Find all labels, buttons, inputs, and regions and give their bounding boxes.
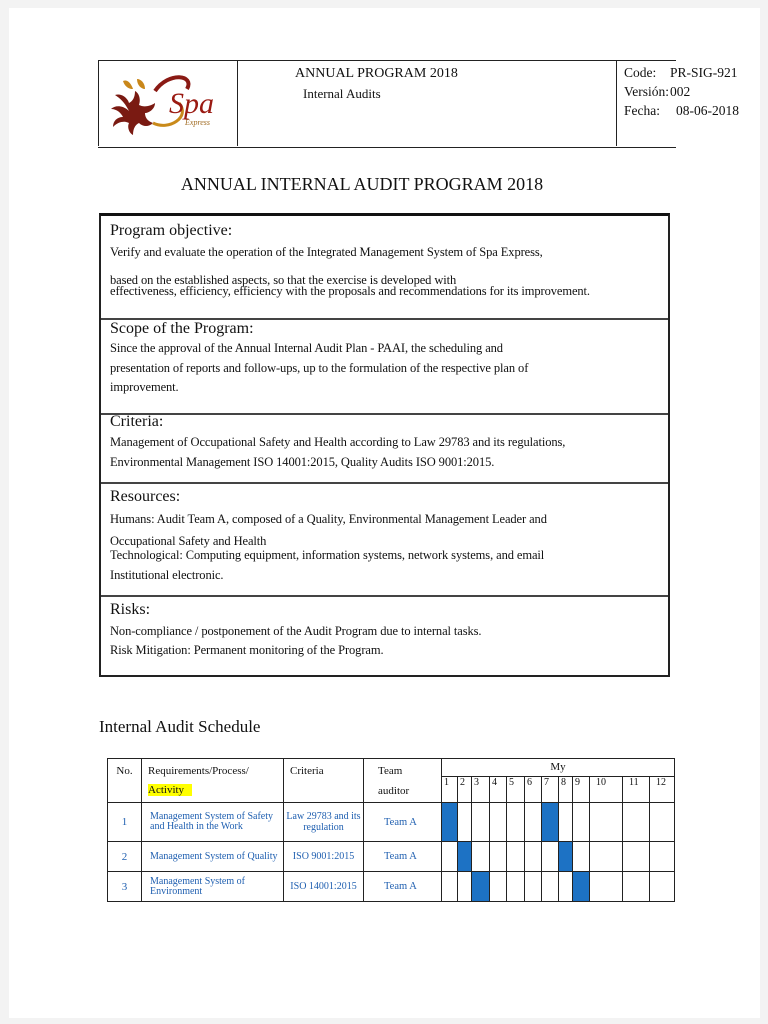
gantt-cell	[525, 803, 542, 842]
code-label: Code:	[624, 65, 657, 80]
section-line: Verify and evaluate the operation of the Integrated Management System of Spa Express,	[110, 245, 543, 259]
header-subtitle: Internal Audits	[303, 86, 381, 101]
row-number: 3	[108, 872, 142, 902]
row-team: Team A	[364, 803, 442, 842]
row-criteria: Law 29783 and its regulation	[284, 803, 364, 842]
row-requirement: Management System of Environment	[142, 872, 284, 902]
date-row	[624, 103, 739, 119]
section-line: Risk Mitigation: Permanent monitoring of the Program.	[110, 643, 384, 657]
gantt-cell	[472, 842, 490, 872]
section-scope	[101, 318, 668, 415]
gantt-cell	[458, 872, 472, 902]
col-header-team-label: Team	[378, 765, 403, 777]
month-number: 10	[590, 777, 623, 803]
section-heading: Resources:	[110, 488, 181, 505]
header-title: ANNUAL PROGRAM 2018	[295, 66, 458, 81]
audit-schedule-table	[107, 758, 675, 902]
section-line: Environmental Management ISO 14001:2015, Quality Audits ISO 9001:2015.	[110, 455, 495, 469]
month-number: 6	[525, 777, 542, 803]
row-requirement: Management System of Safety and Health in the Work	[142, 803, 284, 842]
gantt-cell-filled	[573, 872, 590, 902]
section-line: Institutional electronic.	[110, 568, 224, 582]
gantt-cell	[458, 803, 472, 842]
gantt-cell	[442, 872, 458, 902]
section-objective	[101, 216, 668, 320]
row-criteria: ISO 9001:2015	[284, 842, 364, 872]
svg-text:Spa: Spa	[169, 87, 214, 120]
gantt-cell-filled	[458, 842, 472, 872]
svg-text:Express: Express	[185, 118, 211, 127]
code-value: PR-SIG-921	[670, 65, 738, 80]
col-header-team	[364, 759, 442, 803]
section-risks	[101, 595, 668, 677]
version-value: 002	[670, 84, 691, 99]
program-box	[99, 213, 670, 677]
gantt-cell	[542, 872, 559, 902]
gantt-cell	[542, 842, 559, 872]
col-header-activity-label: Activity	[148, 784, 192, 796]
version-label: Versión:	[624, 84, 669, 99]
gantt-cell	[650, 803, 675, 842]
month-number: 7	[542, 777, 559, 803]
col-header-no: No.	[108, 759, 142, 803]
gantt-cell	[559, 803, 573, 842]
col-header-criteria: Criteria	[284, 759, 364, 803]
month-number: 8	[559, 777, 573, 803]
page-title: ANNUAL INTERNAL AUDIT PROGRAM 2018	[180, 174, 544, 194]
section-heading: Program objective:	[110, 222, 233, 239]
gantt-cell	[559, 872, 573, 902]
date-value: 08-06-2018	[676, 103, 739, 118]
section-line: effectiveness, efficiency, efficiency with the proposals and recommendations for its improvement.	[110, 284, 590, 298]
gantt-cell	[490, 872, 507, 902]
table-row	[108, 842, 675, 872]
month-number: 4	[490, 777, 507, 803]
row-number: 2	[108, 842, 142, 872]
section-line: Non-compliance / postponement of the Audit Program due to internal tasks.	[110, 624, 482, 638]
section-line: presentation of reports and follow-ups, up to the formulation of the respective plan of	[110, 361, 529, 375]
row-team: Team A	[364, 842, 442, 872]
row-requirement: Management System of Quality	[142, 842, 284, 872]
gantt-cell-filled	[472, 872, 490, 902]
header-meta-cell	[616, 61, 739, 146]
col-header-requirements-label: Requirements/Process/	[148, 765, 249, 777]
table-row	[108, 803, 675, 842]
gantt-cell	[573, 842, 590, 872]
row-number: 1	[108, 803, 142, 842]
gantt-cell	[650, 842, 675, 872]
month-number: 3	[472, 777, 490, 803]
section-line: Occupational Safety and Health	[110, 534, 267, 548]
gantt-cell	[507, 872, 525, 902]
gantt-cell-filled	[542, 803, 559, 842]
gantt-cell	[590, 872, 623, 902]
row-team: Team A	[364, 872, 442, 902]
gantt-cell-filled	[559, 842, 573, 872]
row-criteria: ISO 14001:2015	[284, 872, 364, 902]
table-row	[108, 872, 675, 902]
section-line: Humans: Audit Team A, composed of a Quality, Environmental Management Leader and	[110, 512, 547, 526]
month-number: 12	[650, 777, 675, 803]
gantt-cell	[442, 842, 458, 872]
document-header	[98, 60, 739, 148]
month-number: 1	[442, 777, 458, 803]
version-row	[624, 84, 690, 100]
gantt-cell	[525, 872, 542, 902]
month-header: My	[442, 759, 675, 777]
gantt-cell-filled	[442, 803, 458, 842]
gantt-cell	[590, 842, 623, 872]
section-heading: Scope of the Program:	[110, 320, 254, 337]
month-number: 2	[458, 777, 472, 803]
gantt-cell	[573, 803, 590, 842]
gantt-cell	[507, 803, 525, 842]
col-header-requirements	[142, 759, 284, 803]
gantt-cell	[490, 803, 507, 842]
header-title-cell	[237, 61, 615, 146]
section-line: based on the established aspects, so that the exercise is developed with	[110, 273, 457, 287]
gantt-cell	[623, 803, 650, 842]
gantt-cell	[623, 842, 650, 872]
date-label: Fecha:	[624, 103, 660, 118]
section-line: improvement.	[110, 380, 179, 394]
section-resources	[101, 482, 668, 597]
col-header-auditor-label: auditor	[378, 785, 410, 797]
gantt-cell	[472, 803, 490, 842]
month-number: 11	[623, 777, 650, 803]
gantt-cell	[590, 803, 623, 842]
section-heading: Risks:	[110, 601, 151, 618]
gantt-cell	[650, 872, 675, 902]
section-criteria	[101, 413, 668, 484]
gantt-cell	[525, 842, 542, 872]
gantt-cell	[623, 872, 650, 902]
code-row	[624, 65, 738, 81]
spa-logo-icon	[99, 61, 237, 146]
month-number: 9	[573, 777, 590, 803]
section-line: Since the approval of the Annual Internal Audit Plan - PAAI, the scheduling and	[110, 341, 503, 355]
gantt-cell	[490, 842, 507, 872]
section-heading: Criteria:	[110, 413, 164, 430]
company-logo	[98, 61, 238, 146]
section-line: Technological: Computing equipment, information systems, network systems, and email	[110, 548, 545, 562]
schedule-title: Internal Audit Schedule	[99, 717, 261, 736]
month-number: 5	[507, 777, 525, 803]
gantt-cell	[507, 842, 525, 872]
section-line: Management of Occupational Safety and Health according to Law 29783 and its regulations,	[110, 435, 566, 449]
